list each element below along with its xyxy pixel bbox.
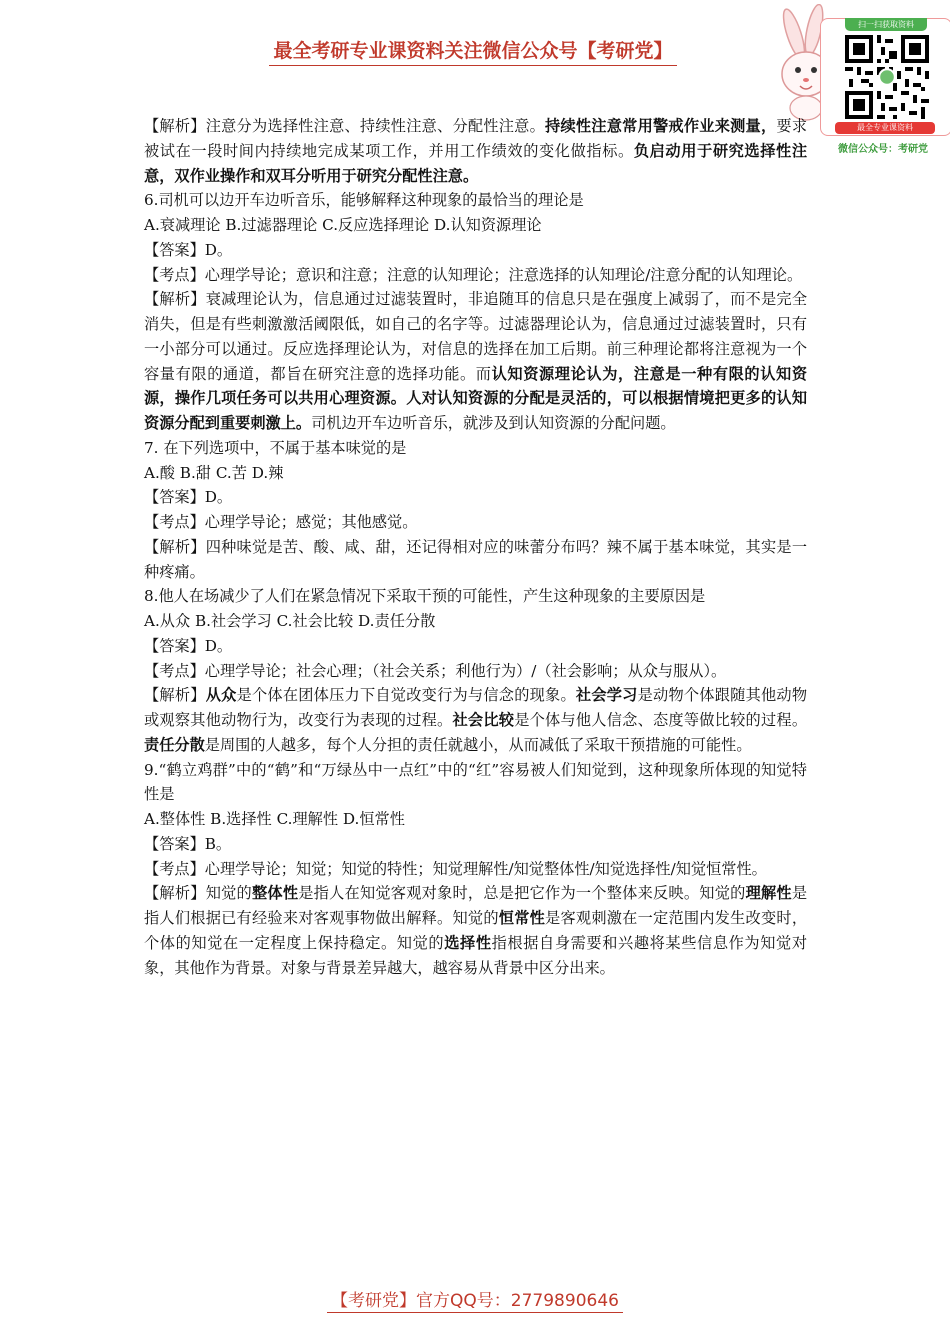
question-9-answer: 【答案】B。 bbox=[144, 834, 232, 853]
qr-top-label: 扫一扫获取资料 bbox=[845, 18, 927, 31]
footer-qq-link[interactable]: 【考研党】官方QQ号：2779890646 bbox=[327, 1286, 623, 1313]
question-8-analysis: 【解析】从众是个体在团体压力下自觉改变行为与信念的现象。社会学习是动物个体跟随其他动物或观察其他动物行为，改变行为表现的过程。社会比较是个体与他人信念、态度等做比较的过程。责任分散是周围的人越多，每个人分担的责任就越小，从而减低了采取干预措施的可能性。 bbox=[144, 686, 808, 754]
question-9-analysis: 【解析】知觉的整体性是指人在知觉客观对象时，总是把它作为一个整体来反映。知觉的理解性是指人们根据已有经验来对客观事物做出解释。知觉的恒常性是客观刺激在一定范围内发生改变时，个体的知觉在一定程度上保持稳定。知觉的选择性指根据自身需要和兴趣将某些信息作为知觉对象，其他作为背景。对象与背景差异越大，越容易从背景中区分出来。 bbox=[144, 884, 808, 977]
question-8-answer: 【答案】D。 bbox=[144, 636, 233, 655]
question-7-point: 【考点】心理学导论；感觉；其他感觉。 bbox=[144, 513, 418, 531]
question-9-point: 【考点】心理学导论；知觉；知觉的特性；知觉理解性/知觉整体性/知觉选择性/知觉恒常性。 bbox=[144, 859, 767, 878]
question-6: 6.司机可以边开车边听音乐，能够解释这种现象的最恰当的理论是 bbox=[144, 191, 584, 210]
qr-bottom-label: 最全专业课资料 bbox=[835, 122, 935, 134]
qr-frame bbox=[820, 18, 950, 136]
qr-code-icon[interactable] bbox=[845, 35, 929, 119]
question-7: 7. 在下列选项中，不属于基本味觉的是 bbox=[144, 438, 407, 457]
question-9: 9.“鹤立鸡群”中的“鹤”和“万绿丛中一点红”中的“红”容易被人们知觉到，这种现象所体现的知觉特性是 bbox=[144, 760, 807, 804]
question-8: 8.他人在场减少了人们在紧急情况下采取干预的可能性，产生这种现象的主要原因是 bbox=[144, 587, 706, 606]
question-7-options: A.酸 B.甜 C.苦 D.辣 bbox=[144, 463, 284, 482]
question-6-analysis: 【解析】衰减理论认为，信息通过过滤装置时，非追随耳的信息只是在强度上减弱了，而不是完全消失，但是有些刺激激活阈限低，如自己的名字等。过滤器理论认为，信息通过过滤装置时，只有一小部分可以通过。反应选择理论认为，对信息的选择在加工后期。前三种理论都将注意视为一个容量有限的通道，都旨在研究注意的选择功能。而认知资源理论认为，注意是一种有限的认知资源，操作几项任务可以共用心理资源。人对认知资源的分配是灵活的，可以根据情境把更多的认知资源分配到重要刺激上。司机边开车边听音乐，就涉及到认知资源的分配问题。 bbox=[144, 290, 808, 432]
question-7-analysis: 【解析】四种味觉是苦、酸、咸、甜，还记得相对应的味蕾分布吗？辣不属于基本味觉，其实是一种疼痛。 bbox=[144, 537, 807, 581]
question-8-options: A.从众 B.社会学习 C.社会比较 D.责任分散 bbox=[144, 612, 436, 630]
analysis-paragraph: 【解析】注意分为选择性注意、持续性注意、分配性注意。持续性注意常用警戒作业来测量，要求被试在一段时间内持续地完成某项工作，并用工作绩效的变化做指标。负启动用于研究选择性注意，双作业操作和双耳分听用于研究分配性注意。 bbox=[144, 117, 808, 185]
question-6-options: A.衰减理论 B.过滤器理论 C.反应选择理论 D.认知资源理论 bbox=[144, 216, 542, 234]
wechat-account-label: 微信公众号：考研党 bbox=[838, 144, 928, 155]
question-7-answer: 【答案】D。 bbox=[144, 488, 233, 507]
question-8-point: 【考点】心理学导论；社会心理；（社会关系；利他行为）/（社会影响；从众与服从）。 bbox=[144, 661, 727, 680]
question-6-point: 【考点】心理学导论；意识和注意；注意的认知理论；注意选择的认知理论/注意分配的认知理论。 bbox=[144, 265, 803, 284]
document-body bbox=[144, 114, 807, 980]
question-6-answer: 【答案】D。 bbox=[144, 240, 233, 259]
header-title[interactable]: 最全考研专业课资料关注微信公众号【考研党】 bbox=[269, 36, 676, 66]
question-9-options: A.整体性 B.选择性 C.理解性 D.恒常性 bbox=[144, 810, 405, 828]
page-footer bbox=[0, 1286, 950, 1313]
